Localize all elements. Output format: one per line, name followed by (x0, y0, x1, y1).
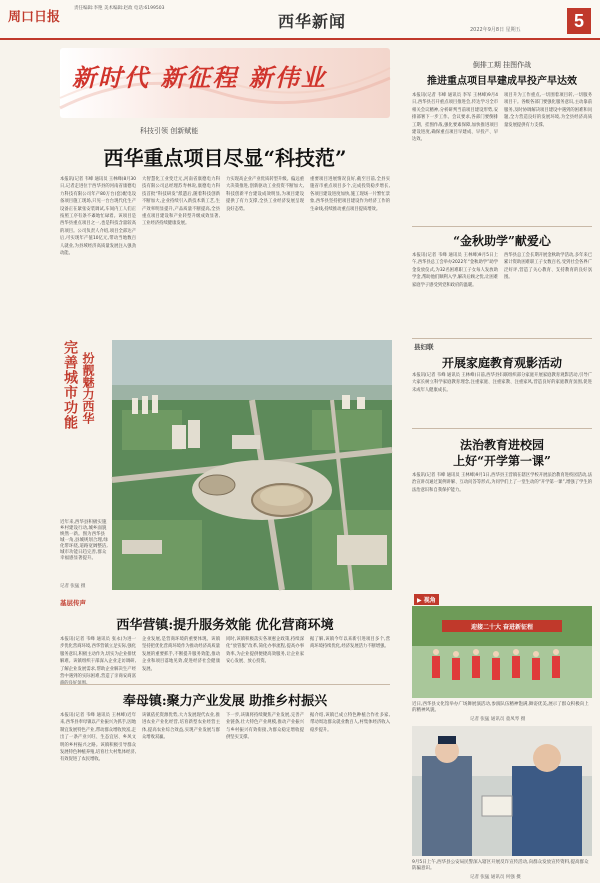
photo-caption: 近年来,西华县积极实施乡村建设行动,城乡面貌焕然一新。图为西华县城一角,县城规划合理,绿化带环绕,道路宽阔整洁,城市功能日趋完善,群众幸福感显著提升。 (60, 520, 108, 561)
photo-2-caption: 9月5日上午,西华县公安局民警深入辖区开展反诈宣传活动,向群众发放宣传资料,提高群众防骗意识。 (412, 860, 589, 871)
bottom-story-2-col-3: 下一步,该镇将持续聚焦产业发展,完善产业链条,壮大特色产业规模,推动产业振兴与乡村振兴有效衔接,为群众稳定增收提供坚实支撑。 (226, 713, 304, 741)
side-title-2: “金秋助学”献爱心 (453, 234, 551, 248)
photo-1-caption: 近日,西华县文化馆举办广场舞展演活动,参演队伍精神饱满,舞姿优美,展示了群众积极向上的精神风貌。 (412, 702, 589, 713)
lead-column-4: 重要项目进展情况良好,截至目前,全县实施省市重点项目多个,完成投资稳步增长,各项目建设进度加快,施工现场一片繁忙景象,西华县坚持把项目建设作为经济工作的生命线,持续推动重点项目提质增效。 (310, 177, 390, 212)
section-title: 西华新闻 (278, 12, 347, 31)
bottom-title-1: 西华营镇:提升服务效能 优化营商环境 (116, 618, 334, 633)
lead-title: 西华重点项目尽显“科技范” (103, 146, 347, 170)
bottom-story-2-col-2: 该镇依托资源优势,大力发展现代农业,推进农业产业化经营,培育新型农业经营主体,提高农业综合效益,实现产业发展与群众增收双赢。 (142, 713, 220, 741)
banner-slogan: 新时代 新征程 新伟业 (72, 63, 327, 92)
divider (60, 684, 390, 685)
lead-column-3: 力实现高企业产业优质转型升级。偏远重大决策推进,创新驱动工业投资不断加大,科技创新平台建设成效明显,为项目建设提供了有力支撑,全县工业经济发展呈现良好态势。 (226, 177, 304, 212)
photo-banner-text: 迎接二十大 奋进新征程 (470, 624, 534, 631)
section-tag: 基层传声 (60, 599, 86, 607)
issue-date: 2022年9月8日 星期五 (470, 27, 521, 33)
photo-heading-2: 扮靓魅力西华 (81, 352, 95, 424)
side-title-5: 上好“开学第一课” (453, 454, 551, 468)
bottom-story-2-col-4: 据介绍,该镇已成立特色种植合作社多家,带动周边群众就业数百人,村集体经济收入稳步提升。 (310, 713, 390, 733)
side-title-1: 推进重点项目早建成早投产早达效 (427, 76, 577, 87)
side-title-4: 法治教育进校园 (459, 438, 544, 452)
bottom-title-2: 奉母镇:聚力产业发展 助推乡村振兴 (122, 694, 328, 709)
photo-section-tag: ▶ 视角 (414, 594, 439, 605)
side-kicker: 倒排工期 挂图作战 (472, 61, 532, 69)
side-story-1-col-2: 项目升为工作重点,一切围着项目转,一切服务项目干。各级各部门要强化服务意识,主动靠前服务,及时协调解决项目建设中遇到的困难和问题,全力营造良好的发展环境,为全县经济高质量发展提供有力支撑。 (504, 93, 592, 128)
bottom-story-2-col-1: 本报讯(记者 韦峰 通讯员 王林峰)近年来,西华县奉母镇以产业振兴为抓手,因地制宜发展特色产业,带动群众增收致富,走出了一条产业兴旺、生态宜居、乡风文明的乡村振兴之路。该镇积极引导群众发展特色种植养殖,培育壮大村集体经济,有效促进了农民增收。 (60, 713, 136, 763)
side-story-4: 本报讯(记者 韦峰 通讯员 王林峰)9月1日,西华县王营镇在辖区学校开展法治教育进校园活动,法治宣讲员通过案例讲解、互动问答等形式,为同学们上了一堂生动的“开学第一课”,增强了学生的法治意识和自我保护能力。 (412, 473, 592, 493)
bottom-story-1-col-3: 同时,该镇积极落实各项惠企政策,持续深化“放管服”改革,简化办事流程,提高办事效率,为企业提供便捷高效服务,让企业家安心发展、放心投资。 (226, 637, 304, 665)
side-story-2-col-2: 西华县总工会长期开展金秋助学活动,多年来已累计资助困难职工子女数百名,受到社会各界广泛好评,营造了关心教育、支持教育的良好氛围。 (504, 253, 592, 281)
bottom-story-1-col-1: 本报讯(记者 韦峰 通讯员 张永)为进一步优化营商环境,西华营镇立足实际,强化服务意识,积极主动作为,切实为企业排忧解难。该镇组织干部深入企业走访调研,了解企业发展需求,帮助企业解决生产经营中遇到的实际困难,营造了亲商安商富 (60, 637, 136, 680)
bottom-story-1-col-2: 企业发展,是营商环境的重要体现。该镇坚持把优化营商环境作为推动经济高质量发展的重要抓手,不断提升服务效能,推动企业和项目落地见效,促进经济社会健康发展。 (142, 637, 220, 672)
divider (412, 428, 592, 429)
divider (412, 338, 592, 339)
page-number: 5 (567, 8, 591, 34)
side-story-2-col-1: 本报讯(记者 韦峰 通讯员 王林峰)9月5日上午,西华县总工会举办2022年“金秋助学”助学金发放仪式,为32名困难职工子女每人发放助学金,帮助他们顺利入学,解决后顾之忧,让困难家庭学子感受到党和政府的温暖。 (412, 253, 498, 288)
bottom-story-1-col-4: 据了解,该镇今年以来新引进项目多个,营商环境持续优化,经济发展活力不断增强。 (310, 637, 390, 650)
city-aerial-photo (112, 340, 392, 590)
side-story-3: 本报讯(记者 韦峰 通讯员 王林峰)日前,西华县妇联组织部分家庭开展家庭教育观影活动,引导广大家长树立科学家庭教育理念,注重家庭、注重家教、注重家风,营造良好的家庭教育氛围,促进未成年人健康成长。 (412, 373, 592, 393)
photo-credit: 记者 张猛 摄 (60, 584, 86, 589)
side-story-1-col-1: 本报讯(记者 韦峰 通讯员 李军 王林峰)9月4日,西华县召开重点项目推进会,传达学习全市相关会议精神,分析研判当前项目建设形势,安排部署下一步工作。会议要求,各部门要倒排工期、挂图作战,强化要素保障,加快推进项目建设进度,确保重点项目早建成、早投产、早达效。 (412, 93, 498, 143)
divider (412, 226, 592, 227)
police-campaign-photo (412, 726, 592, 856)
newspaper-logo: 周口日报 (8, 10, 61, 25)
photo-1-credit: 记者 张猛 通讯员 童凤琴 摄 (470, 717, 526, 722)
lead-kicker: 科技引领 创新赋能 (140, 127, 199, 135)
side-title-3: 开展家庭教育观影活动 (441, 356, 562, 370)
lead-column-1: 本报讯(记者 韦峰 通讯员 王林峰)8月30日,记者走进位于西华县的河南省康德电力科技有限公司年产80万台(套)配电设备项目施工现场,只见一台台现代化生产设备正在紧张安装调试,车间内工人们正按照工序有条不紊地忙碌着。该项目是西华县重点项目之一,也是科技含量较高的项目。公司负责人介绍,项目全部达产后,可实现年产值10亿元,带动当地数百人就业,为县域经济高质量发展注入强劲动能。 (60, 177, 136, 257)
dance-event-photo (412, 606, 592, 698)
column-tag: 县妇联 (414, 343, 434, 351)
photo-heading-1: 完善城市功能 (62, 340, 78, 430)
editor-info: 责任编辑:李艳 美术编辑:赵政 电话:6199503 (74, 6, 165, 11)
lead-column-2: 大智慧化工业变迁元,河南省康德电力科技有限公司总经理苏寿林说,康德电力科技首批“科技研发”派遣后,随着科技创新不断加大,企业持续引入新技术新工艺,生产效率明显提升,产品质量不断提高,全县重点项目建设和产业转型升级成效显著,工业经济持续健康发展。 (142, 177, 220, 227)
photo-2-credit: 记者 张猛 通讯员 何强 摄 (470, 875, 521, 880)
